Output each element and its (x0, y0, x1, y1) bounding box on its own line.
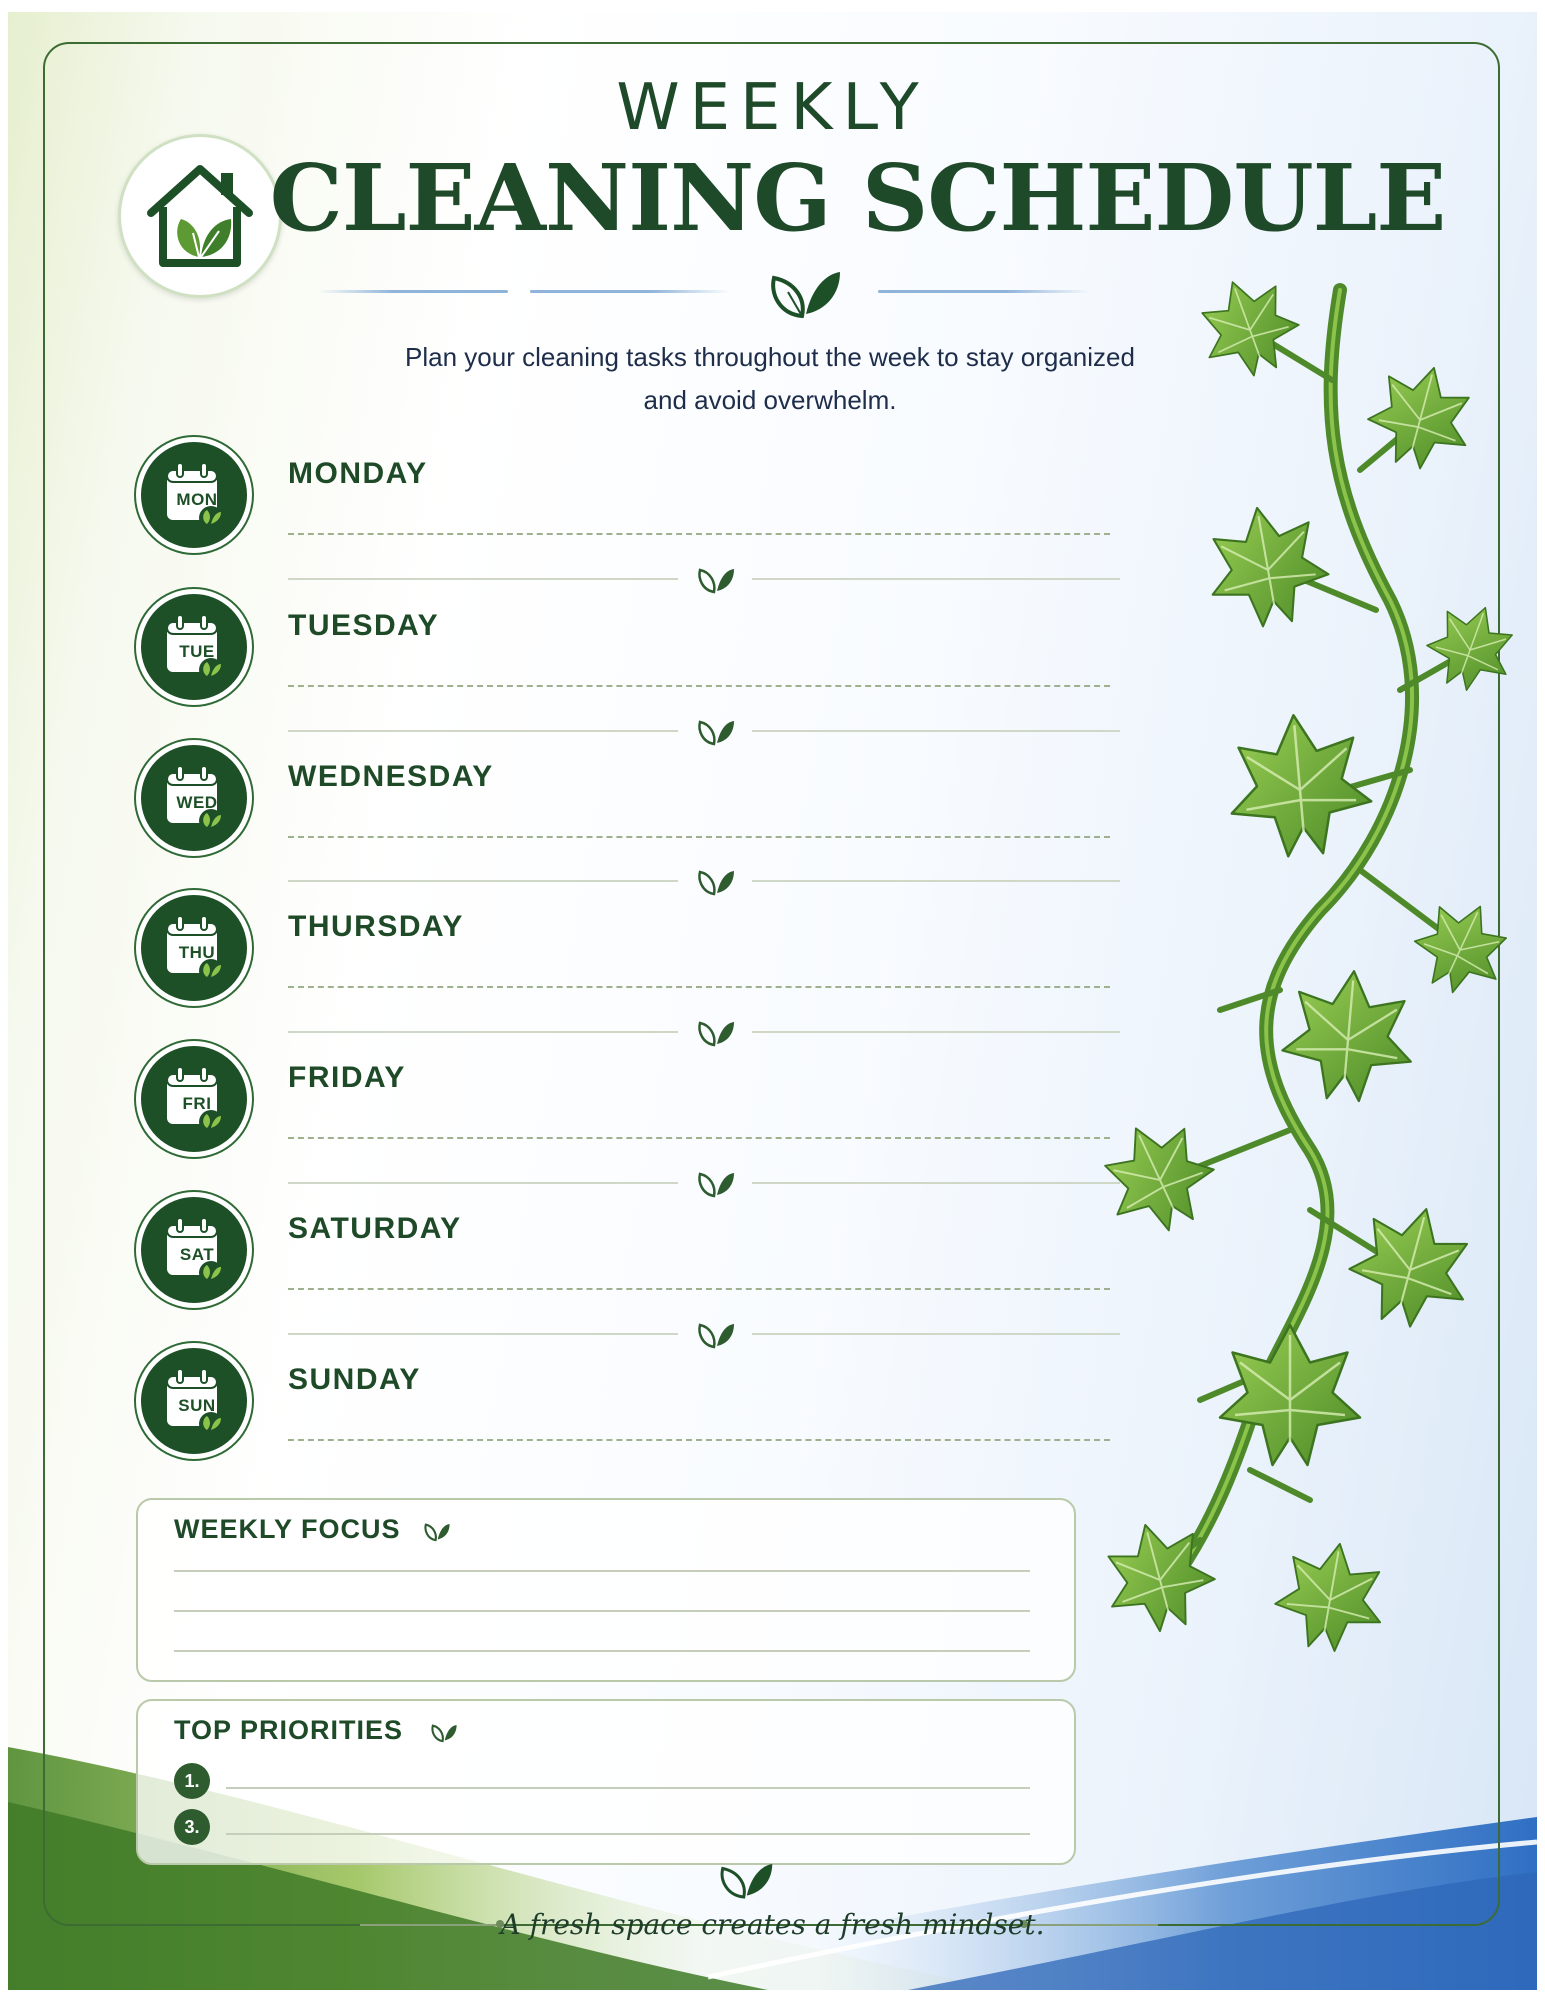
title-rule-left (318, 290, 508, 293)
focus-writing-line[interactable] (174, 1650, 1030, 1652)
day-abbr: SAT (179, 1245, 215, 1264)
leaf-sprig-icon (430, 1721, 458, 1743)
day-abbr: FRI (182, 1094, 212, 1113)
subtitle-line-1: Plan your cleaning tasks throughout the week to stay organized (405, 342, 1135, 372)
day-writing-line[interactable] (288, 533, 1110, 535)
priority-writing-line[interactable] (226, 1787, 1030, 1789)
weekly-focus-title-text: WEEKLY FOCUS (174, 1514, 401, 1544)
day-name: WEDNESDAY (288, 760, 494, 793)
day-badge (136, 1343, 252, 1459)
priority-number: 1. (174, 1763, 210, 1799)
day-badge (136, 589, 252, 705)
focus-writing-line[interactable] (174, 1570, 1030, 1572)
top-priorities-panel (136, 1699, 1076, 1865)
day-name: MONDAY (288, 457, 428, 490)
day-badge (136, 1041, 252, 1157)
title-rule-right (878, 290, 1090, 293)
footer-quote: A fresh space creates a fresh mindset. (500, 1908, 1045, 1941)
top-priorities-title-text: TOP PRIORITIES (174, 1715, 404, 1745)
weekly-focus-panel (136, 1498, 1076, 1682)
title-weekly: WEEKLY (616, 71, 929, 145)
day-writing-line[interactable] (288, 986, 1110, 988)
subtitle-line-2: and avoid overwhelm. (643, 385, 897, 415)
day-name: THURSDAY (288, 910, 464, 943)
day-abbr: SUN (178, 1396, 216, 1415)
day-abbr: THU (178, 943, 216, 962)
day-abbr: TUE (179, 642, 215, 661)
priority-number: 3. (174, 1809, 210, 1845)
day-abbr: WED (176, 793, 218, 812)
leaf-sprig-icon (766, 264, 844, 320)
leaf-sprig-icon (423, 1520, 451, 1542)
day-badge (136, 890, 252, 1006)
day-badge (136, 437, 252, 553)
day-writing-line[interactable] (288, 1288, 1110, 1290)
day-writing-line[interactable] (288, 1137, 1110, 1139)
day-badge (136, 1192, 252, 1308)
focus-writing-line[interactable] (174, 1610, 1030, 1612)
day-name: TUESDAY (288, 609, 440, 642)
day-writing-line[interactable] (288, 685, 1110, 687)
day-abbr: MON (176, 490, 218, 509)
ivy-vine (1100, 270, 1540, 1690)
page-title: CLEANING SCHEDULE (269, 144, 1446, 252)
day-name: FRIDAY (288, 1061, 406, 1094)
leaf-sprig-icon (716, 1858, 776, 1900)
top-priorities-title (174, 1715, 458, 1746)
priority-writing-line[interactable] (226, 1833, 1030, 1835)
day-name: SUNDAY (288, 1363, 421, 1396)
day-writing-line[interactable] (288, 836, 1110, 838)
title-rule-mid (530, 290, 730, 293)
subtitle (340, 336, 1200, 422)
day-name: SATURDAY (288, 1212, 462, 1245)
weekly-focus-title (174, 1514, 451, 1545)
day-writing-line[interactable] (288, 1439, 1110, 1441)
day-badge (136, 740, 252, 856)
